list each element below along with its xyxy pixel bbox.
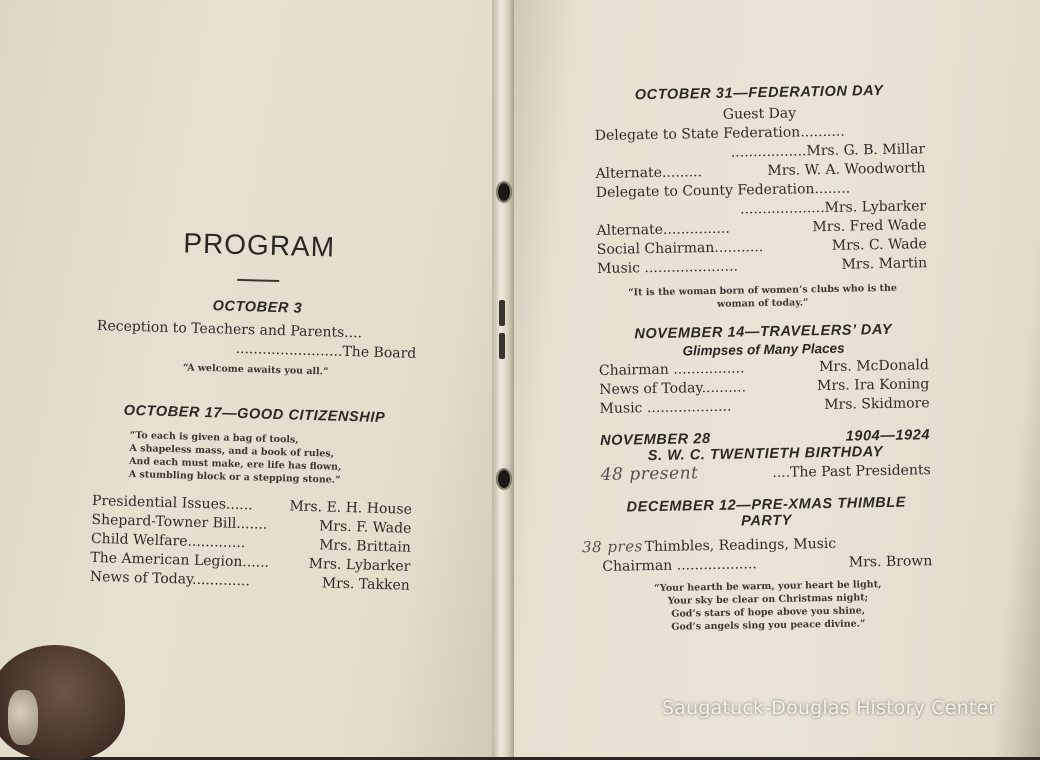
october-3-heading: OCTOBER 3 xyxy=(212,298,303,317)
program-topic: Alternate......... xyxy=(595,164,703,182)
christmas-poem xyxy=(603,577,934,635)
activities-line: Thimbles, Readings, Music xyxy=(644,535,837,556)
program-topic: News of Today............. xyxy=(89,568,251,590)
anniversary-years: 1904—1924 xyxy=(845,427,931,445)
guest-day-line: Guest Day xyxy=(722,105,797,123)
program-person: Mrs. Takken xyxy=(321,575,410,594)
poem-line: A shapeless mass, and a book of rules, xyxy=(129,442,335,460)
watermark: Saugatuck-Douglas History Center xyxy=(662,697,997,719)
paperweight-highlight xyxy=(8,690,38,745)
reception-host-line: ........................The Board xyxy=(235,340,417,362)
handwritten-attendance: 48 present xyxy=(600,463,699,485)
december-12-heading: DECEMBER 12—PRE-XMAS THIMBLE xyxy=(626,494,907,516)
state-delegate-name: .................Mrs. G. B. Millar xyxy=(730,141,926,161)
poem-line: And each must make, ere life has flown, xyxy=(128,455,342,473)
october-3-section xyxy=(96,295,418,381)
program-person: Mrs. Ira Koning xyxy=(816,376,930,395)
program-person: Mrs. E. H. House xyxy=(289,498,413,518)
program-person: Mrs. Fred Wade xyxy=(812,217,927,236)
citizenship-program-list xyxy=(90,492,413,596)
county-delegate-name: ...................Mrs. Lybarker xyxy=(739,198,927,218)
program-topic: Chairman ................ xyxy=(598,360,745,379)
program-person: Mrs. Skidmore xyxy=(824,395,930,414)
binding-slot-upper xyxy=(499,300,505,326)
poem-line: God’s angels sing you peace divine.” xyxy=(671,618,866,633)
past-presidents-line: ....The Past Presidents xyxy=(772,462,931,481)
poem-line: “Your hearth be warm, your heart be light, xyxy=(653,579,882,595)
program-topic: Presidential Issues...... xyxy=(91,492,253,514)
october-31-section xyxy=(594,82,928,313)
women-clubs-quote: “It is the woman born of women’s clubs who is the xyxy=(628,282,898,299)
program-topic: Music ................... xyxy=(599,398,732,417)
poem-line: God’s stars of hope above you shine, xyxy=(671,605,866,620)
state-delegate-line: Delegate to State Federation.......... xyxy=(594,123,845,144)
program-topic: Chairman .................. xyxy=(602,556,757,575)
welcome-quote: “A welcome awaits you all.” xyxy=(182,362,329,378)
program-person: Mrs. Brittain xyxy=(318,537,412,556)
program-topic: Alternate............... xyxy=(596,220,730,239)
november-28-heading: NOVEMBER 28 xyxy=(600,431,711,449)
poem-line: Your sky be clear on Christmas night; xyxy=(667,592,869,607)
binding-slot-lower xyxy=(499,333,505,359)
november-14-section xyxy=(598,321,930,419)
program-topic: The American Legion...... xyxy=(90,549,270,571)
program-person: Mrs. Lybarker xyxy=(308,555,411,575)
program-person: Mrs. Martin xyxy=(841,255,928,273)
county-delegate-line: Delegate to County Federation........ xyxy=(595,180,851,201)
october-31-heading: OCTOBER 31—FEDERATION DAY xyxy=(634,82,884,104)
program-person: Mrs. C. Wade xyxy=(831,236,927,254)
program-topic: News of Today.......... xyxy=(599,379,747,398)
book-gutter xyxy=(492,0,514,757)
program-topic: Music ..................... xyxy=(597,258,739,277)
program-person: Mrs. F. Wade xyxy=(318,518,412,537)
program-topic: Shepard-Towner Bill....... xyxy=(91,511,268,533)
program-person: Mrs. McDonald xyxy=(819,357,930,376)
program-topic: Child Welfare............. xyxy=(90,530,246,552)
program-person: Mrs. W. A. Woodworth xyxy=(767,160,926,179)
november-28-section xyxy=(600,427,931,486)
november-14-heading: NOVEMBER 14—TRAVELERS’ DAY xyxy=(634,321,893,343)
title-rule xyxy=(237,279,279,282)
october-17-heading: OCTOBER 17—GOOD CITIZENSHIP xyxy=(123,402,386,427)
program-topic: Social Chairman........... xyxy=(596,239,764,258)
october-17-section xyxy=(90,402,415,596)
poem-line: A stumbling block or a stepping stone.” xyxy=(128,468,341,486)
binding-hole-bottom xyxy=(496,468,512,490)
program-person: Mrs. Brown xyxy=(848,553,933,571)
november-14-subheading: Glimpses of Many Places xyxy=(682,340,845,359)
reception-line: Reception to Teachers and Parents.... xyxy=(96,317,363,342)
december-12-section xyxy=(581,494,933,635)
handwritten-attendance: 38 pres xyxy=(581,537,643,557)
birthday-heading: S. W. C. TWENTIETH BIRTHDAY xyxy=(647,444,884,465)
women-clubs-quote: woman of today.” xyxy=(716,297,809,310)
right-page-content xyxy=(581,82,933,635)
program-title: PROGRAM xyxy=(182,227,336,263)
poem-line: “To each is given a bag of tools, xyxy=(129,429,299,446)
binding-hole-top xyxy=(496,181,512,203)
tools-poem xyxy=(93,428,414,489)
december-12-heading-cont: PARTY xyxy=(741,512,793,530)
left-page-content xyxy=(90,215,420,596)
